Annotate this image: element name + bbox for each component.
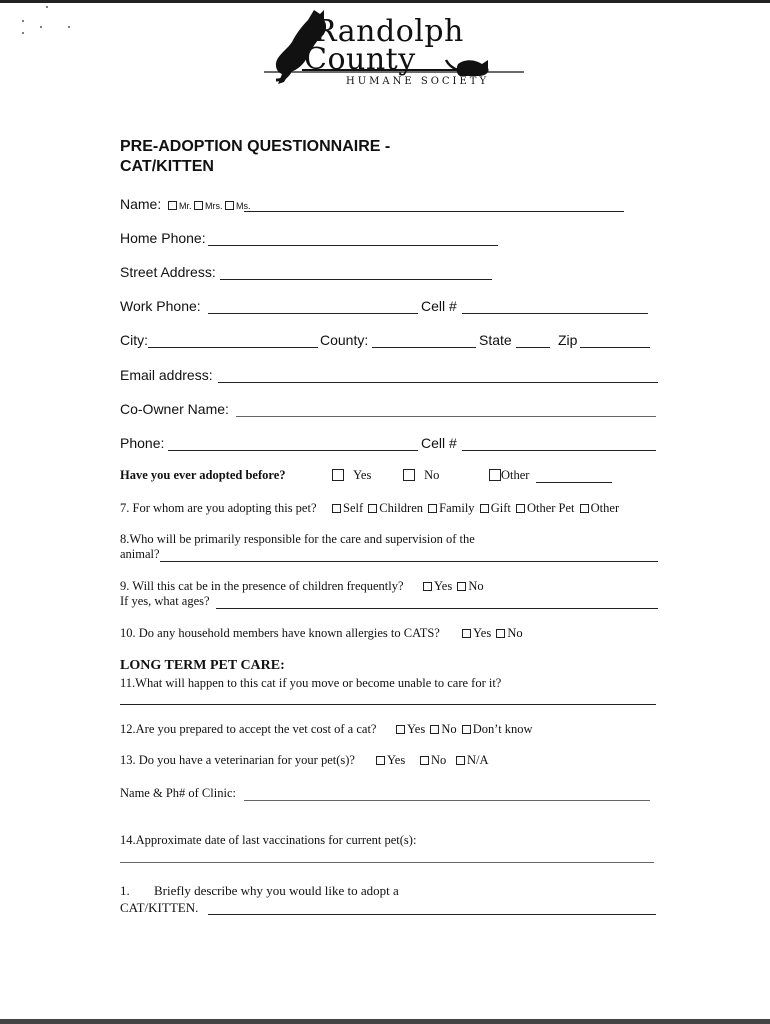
adopted-no-label: No bbox=[424, 468, 440, 482]
q7-label: 7. For whom are you adopting this pet? bbox=[120, 501, 317, 515]
scan-edge-top bbox=[0, 0, 770, 3]
q7-other-checkbox[interactable] bbox=[580, 504, 589, 513]
co-owner-label: Co-Owner Name: bbox=[120, 401, 229, 417]
adopted-yes-label: Yes bbox=[353, 468, 372, 482]
q7-self-label: Self bbox=[343, 501, 364, 515]
q8-line2: animal? bbox=[120, 547, 160, 561]
q13-label: 13. Do you have a veterinarian for your pet(s)? bbox=[120, 753, 355, 767]
cell-label: Cell # bbox=[421, 298, 457, 314]
q9-yes-checkbox[interactable] bbox=[423, 582, 432, 591]
mr-checkbox[interactable] bbox=[168, 201, 177, 210]
logo-word-county: County bbox=[304, 42, 416, 77]
q10-label: 10. Do any household members have known allergies to CATS? bbox=[120, 626, 440, 640]
q8-line1: 8.Who will be primarily responsible for the care and supervision of the bbox=[120, 532, 475, 546]
email-field[interactable] bbox=[218, 382, 658, 383]
q7-other-pet-label: Other Pet bbox=[526, 501, 575, 515]
q9-no-label: No bbox=[468, 579, 484, 593]
city-label: City: bbox=[120, 332, 148, 348]
q7-gift-label: Gift bbox=[490, 501, 511, 515]
q7-children-checkbox[interactable] bbox=[368, 504, 377, 513]
phone-field[interactable] bbox=[168, 450, 418, 451]
q14-label: 14.Approximate date of last vaccinations for current pet(s): bbox=[120, 833, 417, 847]
q9-yes-label: Yes bbox=[434, 579, 453, 593]
work-phone-label: Work Phone: bbox=[120, 298, 201, 314]
name-label: Name: bbox=[120, 196, 162, 212]
clinic-label: Name & Ph# of Clinic: bbox=[120, 786, 236, 800]
q12-yes-checkbox[interactable] bbox=[396, 725, 405, 734]
q15-number: 1. bbox=[120, 883, 130, 898]
q12-yes-label: Yes bbox=[407, 722, 426, 736]
q9-no-checkbox[interactable] bbox=[457, 582, 466, 591]
form-title-line2: CAT/KITTEN bbox=[120, 158, 214, 175]
logo-word-randolph: Randolph bbox=[314, 14, 464, 49]
adopted-other-checkbox[interactable] bbox=[489, 469, 501, 481]
q13-na-checkbox[interactable] bbox=[456, 756, 465, 765]
q12-dont-know-checkbox[interactable] bbox=[462, 725, 471, 734]
q10-yes-label: Yes bbox=[473, 626, 492, 640]
adopted-other-field[interactable] bbox=[536, 482, 612, 483]
co-owner-field[interactable] bbox=[236, 416, 656, 417]
q7-options bbox=[332, 501, 619, 516]
q7-other-label: Other bbox=[590, 501, 620, 515]
ms-label: Ms. bbox=[236, 201, 251, 211]
cell-2-label: Cell # bbox=[421, 435, 457, 451]
street-address-field[interactable] bbox=[220, 279, 492, 280]
adopted-no-checkbox[interactable] bbox=[403, 469, 415, 481]
q10-options bbox=[462, 626, 523, 641]
q7-children-label: Children bbox=[379, 501, 424, 515]
q7-other-pet-checkbox[interactable] bbox=[516, 504, 525, 513]
q7-family-label: Family bbox=[439, 501, 475, 515]
q12-dont-know-label: Don’t know bbox=[472, 722, 533, 736]
mrs-checkbox[interactable] bbox=[194, 201, 203, 210]
q13-no-label: No bbox=[431, 753, 447, 767]
q10-yes-checkbox[interactable] bbox=[462, 629, 471, 638]
q13-na-option bbox=[456, 753, 489, 768]
q14-field[interactable] bbox=[120, 862, 654, 863]
home-phone-field[interactable] bbox=[208, 245, 498, 246]
county-label: County: bbox=[320, 332, 369, 348]
q11-field[interactable] bbox=[120, 704, 656, 705]
q12-label: 12.Are you prepared to accept the vet cost of a cat? bbox=[120, 722, 377, 736]
q12-options bbox=[396, 722, 533, 737]
q13-yes-checkbox[interactable] bbox=[376, 756, 385, 765]
long-term-care-heading: LONG TERM PET CARE: bbox=[120, 658, 285, 673]
q12-no-checkbox[interactable] bbox=[430, 725, 439, 734]
scan-specks bbox=[18, 6, 78, 36]
q7-family-checkbox[interactable] bbox=[428, 504, 437, 513]
q13-no-option bbox=[420, 753, 446, 768]
ms-checkbox[interactable] bbox=[225, 201, 234, 210]
adopted-before-label: Have you ever adopted before? bbox=[120, 468, 286, 482]
q10-no-label: No bbox=[507, 626, 523, 640]
q9-options bbox=[423, 579, 484, 594]
q13-no-checkbox[interactable] bbox=[420, 756, 429, 765]
scan-edge-bottom bbox=[0, 1019, 770, 1024]
q13-yes-label: Yes bbox=[387, 753, 406, 767]
home-phone-label: Home Phone: bbox=[120, 230, 206, 246]
clinic-field[interactable] bbox=[244, 800, 650, 801]
q8-field[interactable] bbox=[160, 561, 658, 562]
q7-gift-checkbox[interactable] bbox=[480, 504, 489, 513]
email-label: Email address: bbox=[120, 367, 213, 383]
q12-no-label: No bbox=[441, 722, 457, 736]
adopted-other-label: Other bbox=[501, 468, 530, 482]
title-options bbox=[168, 201, 251, 211]
mrs-label: Mrs. bbox=[205, 201, 223, 211]
zip-field[interactable] bbox=[580, 347, 650, 348]
adopted-no-option bbox=[403, 468, 439, 483]
humane-society-logo bbox=[262, 6, 530, 88]
form-title-line1: PRE-ADOPTION QUESTIONNAIRE - bbox=[120, 138, 391, 155]
q15-field[interactable] bbox=[208, 914, 656, 915]
adopted-other-option bbox=[489, 468, 529, 483]
adopted-yes-checkbox[interactable] bbox=[332, 469, 344, 481]
q13-yes-option bbox=[376, 753, 405, 768]
cell-2-field[interactable] bbox=[462, 450, 656, 451]
state-label: State bbox=[479, 332, 512, 348]
q11-label: 11.What will happen to this cat if you move or become unable to care for it? bbox=[120, 676, 502, 690]
q7-self-checkbox[interactable] bbox=[332, 504, 341, 513]
logo-tagline: HUMANE SOCIETY bbox=[346, 76, 490, 87]
zip-label: Zip bbox=[558, 332, 578, 348]
q13-na-label: N/A bbox=[467, 753, 489, 767]
cell-field[interactable] bbox=[462, 313, 648, 314]
city-field[interactable] bbox=[148, 347, 318, 348]
q9-ages-field[interactable] bbox=[216, 608, 658, 609]
q10-no-checkbox[interactable] bbox=[496, 629, 505, 638]
state-field[interactable] bbox=[516, 347, 550, 348]
name-field[interactable] bbox=[244, 211, 624, 212]
q9-label: 9. Will this cat be in the presence of children frequently? bbox=[120, 579, 404, 593]
phone-label: Phone: bbox=[120, 435, 165, 451]
work-phone-field[interactable] bbox=[208, 313, 418, 314]
street-address-label: Street Address: bbox=[120, 264, 216, 280]
adopted-yes-option bbox=[332, 468, 371, 483]
county-field[interactable] bbox=[372, 347, 476, 348]
mr-label: Mr. bbox=[179, 201, 192, 211]
q9-ages-label: If yes, what ages? bbox=[120, 594, 210, 608]
q15-line1: Briefly describe why you would like to adopt a bbox=[154, 883, 399, 898]
q15-line2: CAT/KITTEN. bbox=[120, 900, 199, 915]
